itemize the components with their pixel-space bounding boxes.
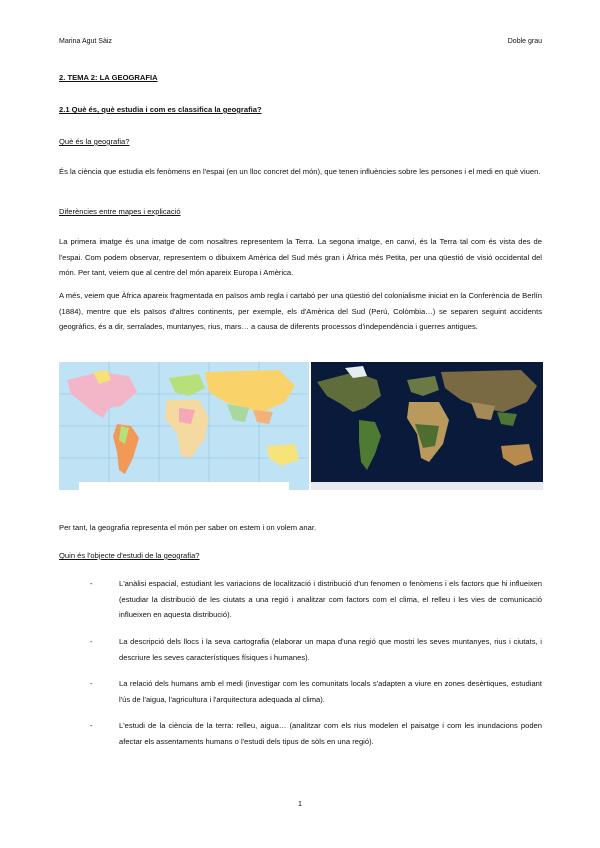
q2-paragraph-2: A més, veiem que Àfrica apareix fragmentada en països amb regla i cartabó per una qüestió del colonialisme iniciat en la Conferència de Berlín (1884), mentre que els països d'altres continents, per exemple, els d'Amèrica del Sud (Perú, Colòmbia…) se separen seguint accidents geogràfics, és a dir, serralades, muntanyes, rius, mars… a causa de diferents processos d'independència i guerres antigues. xyxy=(59,291,542,331)
q2-heading: Diferències entre mapes i explicació xyxy=(59,207,181,216)
list-dash: - xyxy=(90,721,93,730)
list-dash: - xyxy=(90,579,93,588)
list-dash: - xyxy=(90,637,93,646)
subsection-title: 2.1 Què és, què estudia i com es classifica la geografia? xyxy=(59,105,262,114)
q3-heading: Quin és l'objecte d'estudi de la geografia? xyxy=(59,551,200,560)
maps-figure xyxy=(59,362,543,490)
list-item-text: La descripció dels llocs i la seva cartografia (elaborar un mapa d'una regió que mostri les seves muntanyes, rius i ciutats, i descriure les seves característiques físiques i humanes). xyxy=(119,637,542,662)
q2-paragraph-1: La primera imatge és una imatge de com nosaltres representem la Terra. La segona imatge, en canvi, és la Terra tal com és vista des de l'espai. Com podem observar, representem o dibuixem Amèrica del Sud més gran i Àfrica més Petita, per una qüestió de visió occidental del món. Per tant, veiem que al centre del món apareix Europa i Amèrica. xyxy=(59,237,542,277)
list-dash: - xyxy=(90,679,93,688)
section-title: 2. TEMA 2: LA GEOGRAFIA xyxy=(59,73,158,82)
list-item-text: L'anàlisi espacial, estudiant les variacions de localització i distribució d'un fenomen o fenòmens i els factors que hi influeixen (estudiar la distribució de les ciutats a una regió i analitzar com factors com el clima, el relleu i les vies de comunicació influeixen en aquesta distribució). xyxy=(119,579,542,619)
list-item-text: La relació dels humans amb el medi (investigar com les comunitats locals s'adapten a viure en zones desèrtiques, estudiant l'ús de l'aigua, l'agricultura i l'arquitectura adequada al clima). xyxy=(119,679,542,704)
header-author: Marina Agut Sàiz xyxy=(59,38,112,45)
list-item-text: L'estudi de la ciència de la terra: relleu, aigua… (analitzar com els rius modelen el paisatge i com les inundacions poden afectar els assentaments humans o l'estudi dels tipus de sòls en una regió). xyxy=(119,721,542,746)
political-world-map xyxy=(59,362,309,490)
after-maps-text: Per tant, la geografia representa el món per saber on estem i on volem anar. xyxy=(59,523,317,532)
page-number: 1 xyxy=(297,799,303,808)
q1-heading: Què és la geografia? xyxy=(59,137,130,146)
header-right: Doble grau xyxy=(507,38,542,45)
q1-body: És la ciència que estudia els fenòmens en l'espai (en un lloc concret del món), que tenen influències sobre les persones i el medi en què viuen. xyxy=(59,167,541,176)
satellite-world-map xyxy=(311,362,543,490)
